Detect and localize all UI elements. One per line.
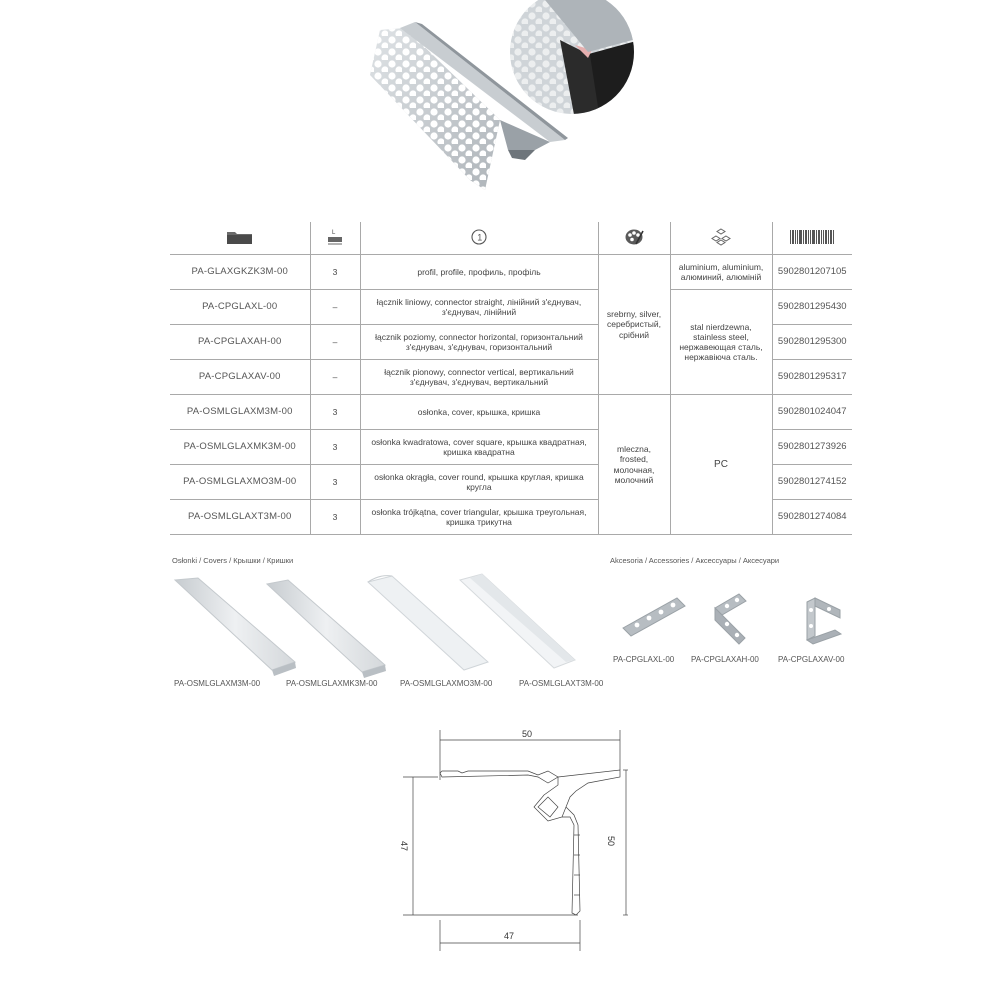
product-code: PA-OSMLGLAXM3M-00	[170, 395, 310, 430]
description: łącznik liniowy, connector straight, лінійний з'єднувач, з'єднувач, лінійний	[360, 290, 598, 325]
length: 3	[310, 395, 360, 430]
ean-code: 5902801295430	[772, 290, 852, 325]
cover-caption: PA-OSMLGLAXMO3M-00	[400, 679, 493, 688]
ean-code: 5902801295300	[772, 325, 852, 360]
description: osłonka okrągła, cover round, крышка круглая, кришка кругла	[360, 465, 598, 500]
col-material	[670, 222, 772, 255]
cover-caption: PA-OSMLGLAXT3M-00	[519, 679, 604, 688]
description: łącznik pionowy, connector vertical, вертикальний з'єднувач, з'єднувач, вертикальний	[360, 360, 598, 395]
info-icon	[471, 229, 487, 245]
length: –	[310, 325, 360, 360]
barcode-icon	[790, 229, 834, 245]
product-code: PA-OSMLGLAXT3M-00	[170, 500, 310, 535]
ean-code: 5902801207105	[772, 255, 852, 290]
dim-bottom: 47	[504, 931, 515, 941]
product-code: PA-CPGLAXAH-00	[170, 325, 310, 360]
description: łącznik poziomy, connector horizontal, горизонтальний з'єднувач, з'єднувач, горизонтальний	[360, 325, 598, 360]
col-product-code	[170, 222, 310, 255]
accessories-images	[615, 590, 860, 645]
product-code: PA-OSMLGLAXMO3M-00	[170, 465, 310, 500]
covers-images	[170, 570, 630, 680]
length: 3	[310, 430, 360, 465]
product-code: PA-CPGLAXAV-00	[170, 360, 310, 395]
connector-horizontal-image	[715, 594, 746, 644]
spec-table	[170, 222, 852, 535]
description: osłonka kwadratowa, cover square, крышка квадратная, кришка квадратна	[360, 430, 598, 465]
table-row	[170, 395, 852, 430]
ean-code: 5902801295317	[772, 360, 852, 395]
material-cell: PC	[670, 395, 772, 535]
svg-text:L: L	[332, 229, 336, 236]
ean-code: 5902801273926	[772, 430, 852, 465]
description: osłonka, cover, крышка, кришка	[360, 395, 598, 430]
length: 3	[310, 255, 360, 290]
length: –	[310, 290, 360, 325]
accessory-caption: PA-CPGLAXAH-00	[691, 655, 759, 664]
dim-right: 50	[606, 836, 616, 847]
ean-code: 5902801274084	[772, 500, 852, 535]
col-ean	[772, 222, 852, 255]
connector-straight-image	[623, 598, 685, 636]
svg-text:1: 1	[477, 232, 483, 243]
table-row	[170, 290, 852, 325]
length-icon	[327, 228, 343, 246]
length: –	[310, 360, 360, 395]
accessory-caption: PA-CPGLAXAV-00	[778, 655, 845, 664]
material-icon	[711, 228, 731, 246]
material-cell: stal nierdzewna, stainless steel, нержавеющая сталь, нержавіюча сталь.	[670, 290, 772, 395]
table-row	[170, 255, 852, 290]
product-code: PA-GLAXGKZK3M-00	[170, 255, 310, 290]
ean-code: 5902801024047	[772, 395, 852, 430]
description: profil, profile, профиль, профіль	[360, 255, 598, 290]
color-cell: srebrny, silver, серебристый, срібний	[598, 255, 670, 395]
description: osłonka trójkątna, cover triangular, крышка треугольная, кришка трикутна	[360, 500, 598, 535]
dim-left: 47	[399, 841, 409, 852]
material-cell: aluminium, aluminium, алюминий, алюміній	[670, 255, 772, 290]
connector-vertical-image	[807, 598, 841, 644]
accessory-caption: PA-CPGLAXL-00	[613, 655, 675, 664]
dimension-drawing	[398, 725, 628, 955]
cover-caption: PA-OSMLGLAXM3M-00	[174, 679, 261, 688]
dim-top: 50	[522, 729, 533, 739]
color-cell: mleczna, frosted, молочная, молочний	[598, 395, 670, 535]
product-code: PA-CPGLAXL-00	[170, 290, 310, 325]
col-description	[360, 222, 598, 255]
col-length	[310, 222, 360, 255]
length: 3	[310, 500, 360, 535]
col-color	[598, 222, 670, 255]
ean-code: 5902801274152	[772, 465, 852, 500]
accessories-label: Akcesoria / Accessories / Аксессуары / Аксесуари	[610, 556, 780, 565]
cover-caption: PA-OSMLGLAXMK3M-00	[286, 679, 378, 688]
length: 3	[310, 465, 360, 500]
product-code: PA-OSMLGLAXMK3M-00	[170, 430, 310, 465]
covers-label: Osłonki / Covers / Крышки / Кришки	[172, 556, 294, 565]
product-image	[360, 0, 660, 205]
folder-icon	[226, 229, 254, 245]
color-palette-icon	[624, 227, 644, 247]
